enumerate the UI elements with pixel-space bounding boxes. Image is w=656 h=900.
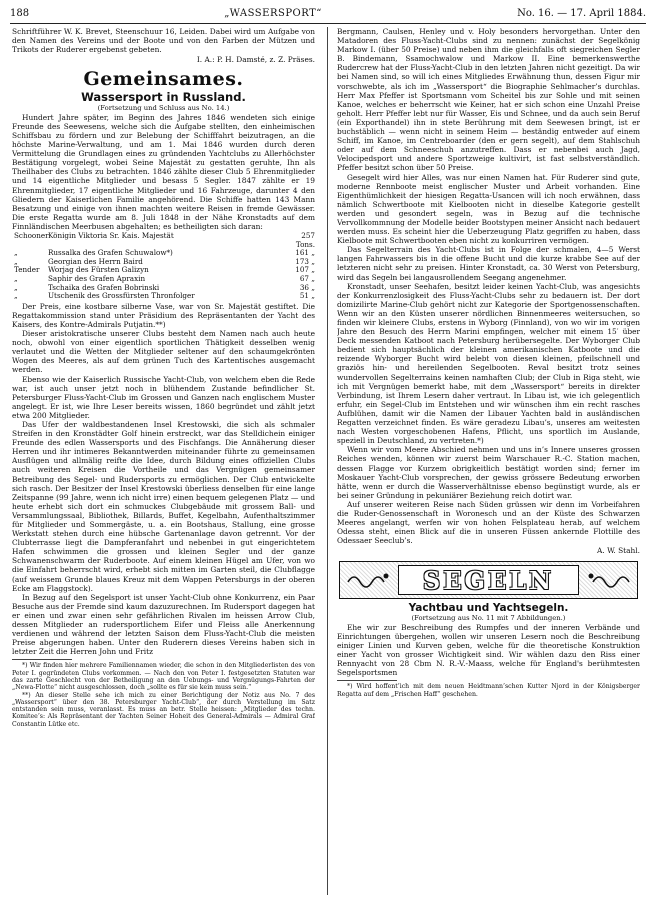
footnote: *) Wird hoffent’ich mit dem neuen Heidtmann’schen Kutter Njord in der Königsberger Regatta auf dem „Frischen Haff“ geschehen. <box>337 683 640 698</box>
footnote-rule <box>12 659 72 660</box>
article-signature: A. W. Stahl. <box>597 546 640 556</box>
page-number: 188 <box>10 8 30 19</box>
journal-title: „WASSERSPORT“ <box>224 8 322 19</box>
yacht-article-continuation: (Fortsetzung aus No. 11 mit 7 Abbildungen.) <box>411 614 566 623</box>
paragraph: Bergmann, Caulsen, Henley und v. Holy besonders hervorgethan. Unter den Matadoren des Fluss-Yacht-Clubs sind zu nennen: zunächst der Segelkönig Markow I. (über 50 Preise) und neben ihm die gleichfalls oft siegreichen Segler B. Bindemann, Ssamochwalow und Markow II. Eine bemerkenswerthe Rudercrew hat der Fluss-Yacht-Club in den letzten Jahren nicht gezeitigt. Da wir bei Namen sind, so will ich eines Mitgliedes Erwähnung thun, dessen Figur mir vorschwebte, als ich im „Wassersport“ die Biographie Sehlmacher’s durchlas. Herr Max Pfeffer ist Sportsmann vom Scheitel bis zur Sohle und mit seinen Kanoe, welches er beherrscht wie Keiner, hat er sich schon eine Unzahl Preise geholt. Herr Pfeffer lebt nur für Wasser, Eis und Schnee, und da auch sein Beruf (ein Exporthandel) ihn in stete Berührung mit dem Seewesen bringt, ist er buchstäblich — wenn nicht in seinem Heim — beständig entweder auf einem Schiff, im Kanoe, im Centreboarder (den er gern segelt), auf dem Stahlschuh oder auf dem Schneeschuh anzutreffen. Dass er nebenbei auch Jagd, Velocipedsport und andere Sportzweige kultivirt, ist fast selbstverständlich. Pfeffer besitzt schon über 50 Preise. <box>337 27 640 173</box>
article-title: Wassersport in Russland. <box>81 90 246 105</box>
wave-ornament-icon <box>346 568 390 590</box>
paragraph: Der Preis, eine kostbare silberne Vase, war von Sr. Majestät gestiftet. Die Regattakommission stand unter Präsidium des Repräsentanten der Yacht des Kaisers, des Kontre-Admirals Putjatin.**) <box>12 301 315 329</box>
footnote: **) An dieser Stelle sehe ich mich zu einer Berichtigung der Notiz aus No. 7 des „Wassersport“ über den 38. Petersburger Yacht-Club“, der durch Verstellung im Satz entstanden sein muss, veranlasst. Es muss an betr. Stelle heissen: „Mitglieder des techn. Komitee’s: Als Repräsentant der Yachten Seiner Hoheit des General-Admirals — Admiral Graf Constantin Lütke etc. <box>12 691 315 728</box>
banner-frame <box>398 565 579 595</box>
column-divider <box>327 27 328 895</box>
paragraph: Das Segelterrain des Yacht-Clubs ist in Folge der schmalen, 4—5 Werst langen Fahrwassers bis in die offene Bucht und die kurze krabbe See auf der letzteren nicht sehr zu preisen. Hinter Kronstadt, ca. 30 Werst von Petersburg, wird das Segeln bei langausrollendem Seegang angenehmer. <box>337 245 640 282</box>
paragraph: Auf unserer weiteren Reise nach Süden grüssen wir denn im Vorbeifahren die Ruder-Genossenschaft in Woronesch und an der Küste des Schwarzen Meeres angelangt, werfen wir von hohen Felsplateau herab, auf welchem Odessa steht, einen Blick auf die in unseren Füssen ankernde Flottille des Odessaer Seeclub’s. <box>337 499 640 546</box>
ship-row: „ Utschenik des Grossfürsten Thronfolger 51 „ <box>14 291 315 301</box>
paragraph: Hundert Jahre später, im Beginn des Jahres 1846 wendeten sich einige Freunde des Seewesens, welche sich die Aufgabe stellten, den einheimischen Schiffsbau zu fördern und zur Belebung der Schifffahrt beizutragen, an die höchste Marine-Verwaltung, und am 1. Mai 1846 wurden durch deren Vermittelung die Grundlagen eines zu gründenden Yachtclubs zu Allerhöchster Bestätigung vorgelegt, wobei Seine Majestät zu gestatten geruhte, Ihn als Theilhaber des Clubs zu betrachten. 1846 zählte dieser Club 5 Ehrenmitglieder und 14 eigentliche Mitglieder und besass 5 Segler. 1847 zählte er 19 Ehrenmitglieder, 17 eigentliche Mitglieder und 16 Fahrzeuge, darunter 4 den Gliedern der Kaiserlichen Familie angehörend. Die Schiffe hatten 143 Mann Besatzung und einige von ihnen machten weitere Reisen in fremde Gewässer. Die erste Regatta wurde am 8. Juli 1848 in der Nähe Kronstadts auf dem Finnländischen Meerbusen abgehalten; es betheiligten sich daran: <box>12 112 315 231</box>
ship-row: „ Saphir des Grafen Apraxin 67 „ <box>14 273 315 283</box>
wave-ornament-icon <box>587 568 631 590</box>
segeln-banner <box>339 561 638 599</box>
intro-text: Schriftführer W. K. Brevet, Steenschuur 16, Leiden. Dabei wird um Aufgabe von den Namen des Vereins und der Boote und von den Farben der Mützen und Trikots der Ruderer ergebenst gebeten. <box>12 27 315 55</box>
paragraph: Ebenso wie der Kaiserlich Russische Yacht-Club, von welchem eben die Rede war, ist auch unser jetzt noch in blühendem Zustande befindlicher St. Petersburger Fluss-Yacht-Club im Grossen und Ganzen nach englischem Muster angelegt. Er ist, wie Ihre Leser bereits wissen, 1860 begründet und zählt jetzt etwa 200 Mitglieder. <box>12 374 315 420</box>
footnote: *) Wir finden hier mehrere Familiennamen wieder, die schon in den Mitgliederlisten des von Peter I. gegründeten Clubs vorkommen. — Nach den von Peter I. festgesetzten Statuten war das zarte Geschlecht von der Betheiligung an den Uebungs- und Vergnügungs-Fahrten der „Newa-Flotte“ nicht ausgeschlossen, doch „sollte es für sie kein muss sein.“ <box>12 662 315 692</box>
page-header <box>10 8 646 22</box>
paragraph: Wenn wir vom Meere Abschied nehmen und uns in’s Innere unseres grossen Reiches wenden, können wir zuerst beim Warschauer R.-C. Station machen, dessen Flagge vor Kurzem obrigkeitlich bestätigt worden sind; ferner im Moskauer Yacht-Club vorsprechen, der gewiss grössere Bedeutung erworben hätte, wenn er durch die Wasserverhältnisse ebenso begünstigt wurde, als er bei seiner Gründung in pekuniärer Beziehung reich dotirt war. <box>337 445 640 500</box>
ship-row: „ Russalka des Grafen Schuwalow*) 161 „ <box>14 248 315 258</box>
section-title: Gemeinsames. <box>83 68 244 91</box>
ship-row: Schooner Königin Viktoria Sr. Kais. Majestät 257 Tons. <box>14 231 315 249</box>
banner-word: SEGELN <box>422 565 555 595</box>
ship-row: Tender Worjag des Fürsten Galizyn 107 „ <box>14 265 315 275</box>
ship-row: „ Georgian des Herrn Baird 173 „ <box>14 256 315 266</box>
ship-row: „ Tschaika des Grafen Bobrinski 36 „ <box>14 282 315 292</box>
paragraph: In Bezug auf den Segelsport ist unser Yacht-Club ohne Konkurrenz, ein Paar Besuche aus der Fremde sind kaum dazuzurechnen. Im Rudersport dagegen hat er einen und zwar einen sehr gefährlichen Rivalen im heissen Arrow Club, dessen Mitglieder an rudersportlichem Eifer und Fleiss alle Anerkennung verdienen und während der letzten Saison dem Fluss-Yacht-Club die meisten Preise abgerungen haben. Unter den Ruderern dieses Vereins haben sich in letzter Zeit die Herren John und Fritz <box>12 592 315 657</box>
header-rule <box>10 23 646 24</box>
paragraph: Kronstadt, unser Seehafen, besitzt leider keinen Yacht-Club, was angesichts der Konkurrenzlosigkeit des Fluss-Yacht-Clubs sehr zu bedauern ist. Der dort domizilirte Marine-Club gehört nicht zur Kategorie der Sportgenossenschaften. Wenn wir an den Küsten unserer nördlichen Binnenmeeres weitersuchen, so finden wir kleinere Clubs, erstens in Wyborg (Finnland), von wo wir im vorigen Jahre den Besuch des Herrn Marini empfingen, welcher mit einem 15′ über Deck messenden Katboot nach Petersburg herübersegelte. Der Wyborger Club bedient sich hauptsächlich der kleinen amerikanischen Katboote und die reizende Wyborger Bucht wird belebt von diesen kleinen, pfeilschnell und graziös hin- und hereilenden Segelbooten. Reval besitzt trotz seines wundervollen Segelterrains keinen namhaften Club; der Club in Riga steht, wie ich mit Vergnügen bemerkt habe, mit dem „Wassersport“ bereits in direkter Verbindung, ist Ihrem Lesern daher vertraut. In Libau ist, wie ich gelegentlich erfuhr, ein Segel-Club im Entstehen und wir wünschen ihm ein recht rasches Aufblühen, damit wir die Namen der Libauer Yachten bald in ausländischen Regatten verzeichnet finden. Es wäre geradezu Libau’s, unseres am weitesten nach Westen vorgeschobenen Hafens, Pflicht, uns sportlich im Auslande, speziell in Deutschland, zu vertreten.*) <box>337 281 640 446</box>
intro-signature: I. A.: P. H. Damsté, z. Z. Präses. <box>196 55 315 65</box>
paragraph: Gesegelt wird hier Alles, was nur einen Namen hat. Für Ruderer sind gute, moderne Rennboote meist englischer Muster und Arbeit vorhanden. Eine Eigenthümlichkeit der hiesigen Regatta-Usancen will ich noch erwähnen, dass nämlich Schwertboote mit Kielbooten nicht in dieselbe Kategorie gestellt werden und gesondert segeln, was in Bezug auf die technische Vervollkommnung der Modelle beider Bootstypen meiner Ansicht nach bedauert werden muss. Es scheint hier die Ueberzeugung Platz gegriffen zu haben, dass Kielboote mit Schwertbooten eben nicht zu konkurriren vermögen. <box>337 172 640 246</box>
regatta-ship-list <box>14 232 315 301</box>
paragraph: Ehe wir zur Beschreibung des Rumpfes und der inneren Verbände und Einrichtungen übergehen, wollen wir unseren Lesern noch die Beschreibung einiger Linien und Kurven geben, welche für die theoretische Konstruktion einer Yacht von grosser Wichtigkeit sind. Wir wählen dazu den Riss einer Rennyacht von 28 Cbm N. R.-V.-Maass, welche für England's berühmtesten Segelsportsmen <box>337 622 640 678</box>
paragraph: Das Ufer der waldbestandenen Insel Krestowski, die sich als schmaler Streifen in den Kronstädter Golf hinein erstreckt, war das Stelldichein einiger Freunde des edlen Wassersports und des Fischfangs. Die Annäherung dieser Herren und ihr intimeres Bekanntwerden miteinander führte zu gemeinsamen Ausflügen und allmälig reifte die Idee, durch Bildung eines offiziellen Clubs auch weiteren Kreisen die Vortheile und das Vergnügen gemeinsamer Betreibung des Segel- und Rudersports zu ermöglichen. Der Club entwickelte sich rasch. Der Besitzer der Insel Krestowski überliess denselben für eine lange Zeitspanne (99 Jahre, wenn ich nicht irre) einen bequem gelegenen Platz — und heute erhebt sich dort ein schmuckes Clubgebäude mit grossem Ball- und Versammlungssaal, Bibliothek, Billards, Buffet, Kegelbahn, Aufenthaltszimmer für Mitglieder und Sommergäste, u. a. ein Bootshaus, Stallung, eine grosse Werkstatt stehen durch eine hübsche Gartenanlage davon getrennt. Vor der Clubterrasse liegt die Dampferanfahrt und nebenbei in gut eingerichtetem Hafen schwimmen die grossen und kleinen Segler und der ganze Schwanenschwarm der Ruderboote. Auf einem kleinen Hügel am Ufer, von wo die Einfahrt beherrscht wird, erhebt sich mitten im Garten steil, die Clubflagge (auf weissem Grunde blaues Kreuz mit dem Wappen Petersburgs in der oberen Ecke am Flaggstock). <box>12 419 315 593</box>
right-column <box>337 27 640 895</box>
left-column <box>12 27 315 895</box>
article-continuation: (Fortsetzung und Schluss aus No. 14.) <box>97 104 230 113</box>
footnote-rule <box>337 680 397 681</box>
issue-info: No. 16. — 17. April 1884. <box>517 8 646 19</box>
yacht-article-title: Yachtbau und Yachtsegeln. <box>408 602 569 615</box>
paragraph: Dieser aristokratische unserer Clubs besteht dem Namen nach auch heute noch, obwohl von einer eigentlich sportlichen Thätigkeit desselben wenig verlautet und die Wetten der Mitglieder seltener auf den schaumgekrönten Wogen des Meeres, als auf dem grünen Tuch des Kartentisches ausgemacht werden. <box>12 329 315 375</box>
